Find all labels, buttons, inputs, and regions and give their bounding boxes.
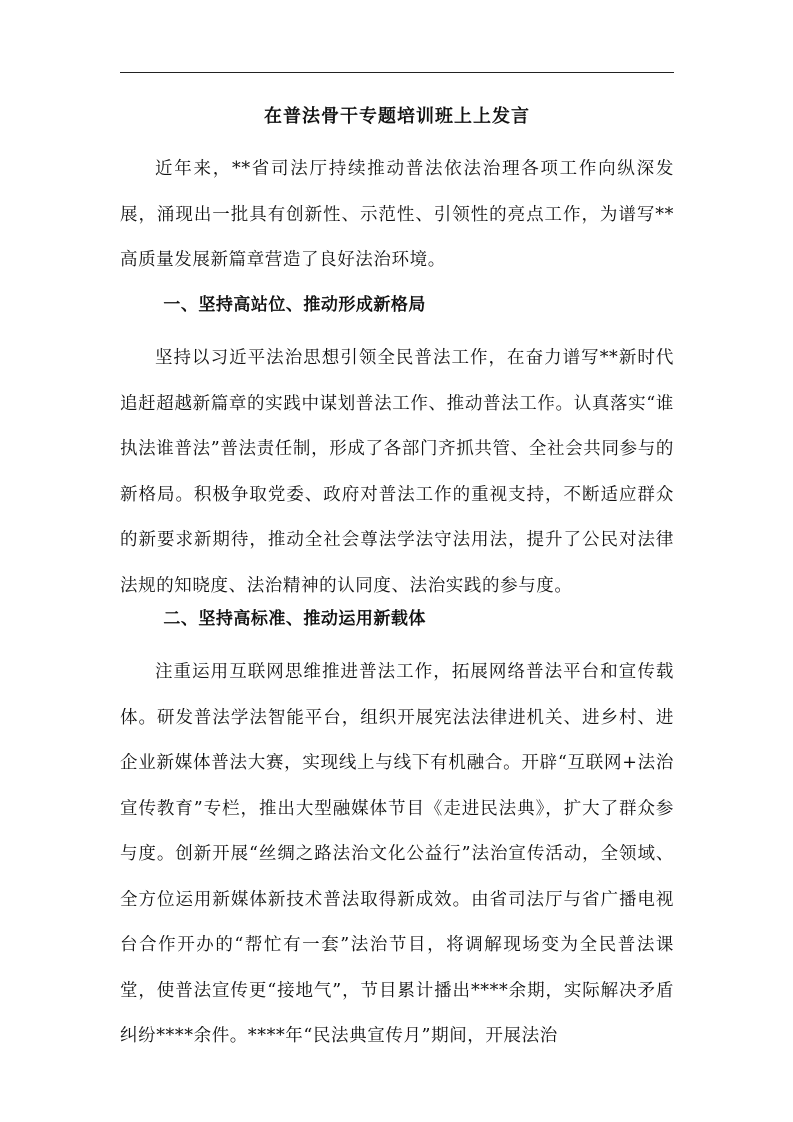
- paragraph-section-2: 注重运用互联网思维推进普法工作，拓展网络普法平台和宣传载体。研发普法学法智能平台，组织开展宪法法律进机关、进乡村、进企业新媒体普法大赛，实现线上与线下有机融合。开辟“互联网+法治宣传教育”专栏，推出大型融媒体节目《走进民法典》，扩大了群众参与度。创新开展“丝绸之路法治文化公益行”法治宣传活动，全领域、全方位运用新媒体新技术普法取得新成效。由省司法厅与省广播电视台合作开办的“帮忙有一套”法治节目，将调解现场变为全民普法课堂，使普法宣传更“接地气”，节目累计播出****余期，实际解决矛盾纠纷****余件。****年“民法典宣传月”期间，开展法治: [120, 662, 674, 1046]
- header-rule: [120, 72, 674, 73]
- section-heading-2: 二、坚持高标准、推动运用新载体: [163, 609, 426, 629]
- paragraph-intro: 近年来，**省司法厅持续推动普法依法治理各项工作向纵深发展，涌现出一批具有创新性、示范性、引领性的亮点工作，为谱写**高质量发展新篇章营造了良好法治环境。: [120, 159, 674, 270]
- paragraph-section-1: 坚持以习近平法治思想引领全民普法工作，在奋力谱写**新时代追赶超越新篇章的实践中谋划普法工作、推动普法工作。认真落实“谁执法谁普法”普法责任制，形成了各部门齐抓共管、全社会共同参与的新格局。积极争取党委、政府对普法工作的重视支持，不断适应群众的新要求新期待，推动全社会尊法学法守法用法，提升了公民对法律法规的知晓度、法治精神的认同度、法治实践的参与度。: [120, 348, 674, 596]
- section-heading-1: 一、坚持高站位、推动形成新格局: [163, 295, 426, 315]
- page-title: 在普法骨干专题培训班上上发言: [264, 106, 530, 127]
